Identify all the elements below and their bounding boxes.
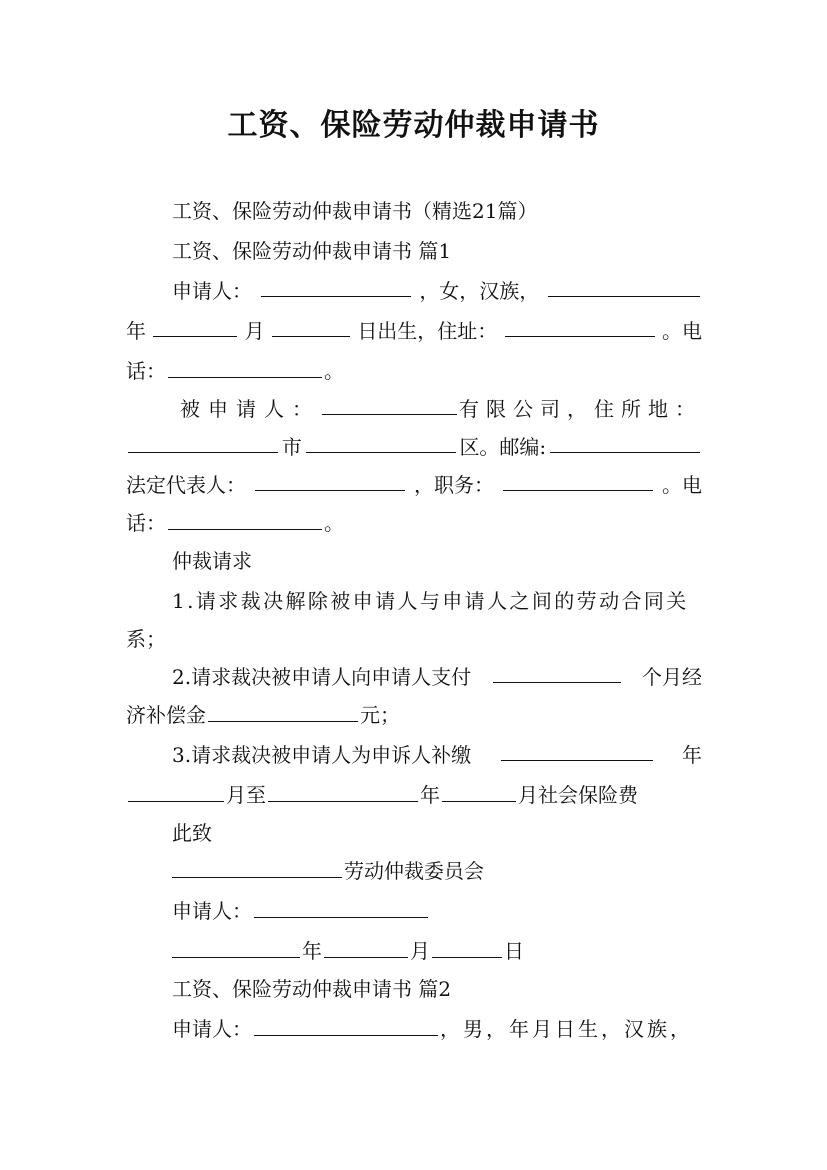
- claim-1-line-2: 系；: [126, 627, 166, 651]
- closing-applicant-line: [172, 896, 702, 926]
- claim-2-months-blank: [493, 662, 621, 683]
- respondent-line-2: [126, 432, 702, 462]
- respondent-line-4: [126, 508, 702, 538]
- applicant-month-text: 月: [244, 319, 265, 343]
- respondent-legal-rep-label: 法定代表人：: [126, 473, 246, 497]
- claim-2-text: 2.请求裁决被申请人向申请人支付: [172, 665, 472, 689]
- claim-2-amount-blank: [208, 701, 358, 722]
- applicant-gender-text: ，女，汉族，: [419, 279, 540, 303]
- committee-name-blank: [172, 857, 342, 878]
- claim-3-line-2: [126, 780, 702, 810]
- claim-2-yuan-text: 元；: [360, 703, 400, 727]
- claim-3-month-to-text: 月至: [226, 783, 266, 807]
- respondent-tel-blank: [168, 509, 322, 530]
- respondent-position-blank: [503, 470, 653, 491]
- applicant-line-end: 。: [324, 359, 344, 383]
- claim-3-insurance-text: 月社会保险费: [518, 783, 638, 807]
- closing-month-blank: [324, 937, 408, 958]
- applicant-birth-address-text: 日出生，住址：: [357, 319, 498, 343]
- claim-3-line-1: [172, 740, 702, 770]
- applicant-name-blank: [261, 276, 411, 297]
- respondent-line-1: [180, 394, 702, 424]
- claim-3-year-text: 年: [682, 743, 702, 767]
- closing-committee-line: [172, 856, 702, 886]
- claim-2-comp-label: 济补偿金: [126, 703, 206, 727]
- respondent-company-text: 有限公司，住所地：: [459, 397, 702, 421]
- respondent-label: 被申请人：: [180, 397, 320, 421]
- respondent-tel-label: 话：: [126, 511, 166, 535]
- respondent-position-label: ，职务：: [414, 473, 494, 497]
- applicant-tel-period: 。电: [661, 319, 702, 343]
- claim-3-end-year-text: 年: [420, 783, 440, 807]
- claim-1-line-1: 1.请求裁决解除被申请人与申请人之间的劳动合同关: [172, 589, 689, 613]
- section-2-applicant-text: ，男，年月日生，汉族，: [440, 1017, 693, 1041]
- applicant-year-text: 年: [126, 319, 146, 343]
- closing-applicant-blank: [254, 897, 428, 918]
- closing-applicant-label: 申请人：: [172, 899, 252, 923]
- section-2-applicant-line: [172, 1014, 702, 1044]
- applicant-day-blank: [272, 316, 350, 337]
- applicant-address-blank: [505, 316, 655, 337]
- claim-2-line-2: [126, 700, 702, 730]
- section-2-applicant-label: 申请人：: [172, 1017, 252, 1041]
- claim-2-months-text: 个月经: [642, 665, 702, 689]
- respondent-district-blank: [306, 432, 456, 453]
- respondent-city-text: 市: [281, 435, 302, 459]
- closing-year-text: 年: [302, 939, 322, 963]
- respondent-line-3: [126, 470, 702, 500]
- closing-year-blank: [172, 937, 300, 958]
- respondent-tel-period: 。电: [662, 473, 702, 497]
- applicant-month-blank: [153, 316, 237, 337]
- claim-3-start-year-blank: [501, 740, 653, 761]
- document-title: 工资、保险劳动仲裁申请书: [227, 108, 600, 143]
- closing-to: 此致: [172, 821, 212, 845]
- applicant-birth-year-blank: [548, 276, 700, 297]
- respondent-city-blank: [128, 432, 278, 453]
- claim-3-end-month-blank: [442, 781, 516, 802]
- respondent-district-text: 区。邮编:: [459, 435, 547, 459]
- closing-day-blank: [432, 937, 502, 958]
- respondent-legal-rep-blank: [255, 470, 405, 491]
- applicant-line-3: [126, 356, 702, 386]
- document-subtitle: 工资、保险劳动仲裁申请书（精选21篇）: [172, 199, 538, 223]
- section-2-applicant-blank: [254, 1015, 438, 1036]
- respondent-line-end: 。: [324, 511, 344, 535]
- claims-heading: 仲裁请求: [172, 549, 252, 573]
- closing-day-text: 日: [504, 939, 524, 963]
- claim-2-line-1: [172, 662, 702, 692]
- applicant-line-2: [126, 316, 702, 346]
- respondent-postcode-blank: [550, 432, 700, 453]
- applicant-tel-blank: [168, 357, 322, 378]
- claim-3-end-year-blank: [268, 781, 418, 802]
- section-1-heading: 工资、保险劳动仲裁申请书 篇1: [172, 239, 452, 263]
- applicant-label: 申请人：: [172, 279, 252, 303]
- applicant-line-1: [172, 276, 702, 306]
- respondent-name-blank: [322, 394, 457, 415]
- closing-date-line: [172, 936, 702, 966]
- claim-3-start-month-blank: [128, 781, 224, 802]
- section-2-heading: 工资、保险劳动仲裁申请书 篇2: [172, 977, 452, 1001]
- closing-committee-text: 劳动仲裁委员会: [344, 859, 484, 883]
- closing-month-text: 月: [410, 939, 430, 963]
- applicant-tel-label: 话：: [126, 359, 166, 383]
- claim-3-text: 3.请求裁决被申请人为申诉人补缴: [172, 743, 472, 767]
